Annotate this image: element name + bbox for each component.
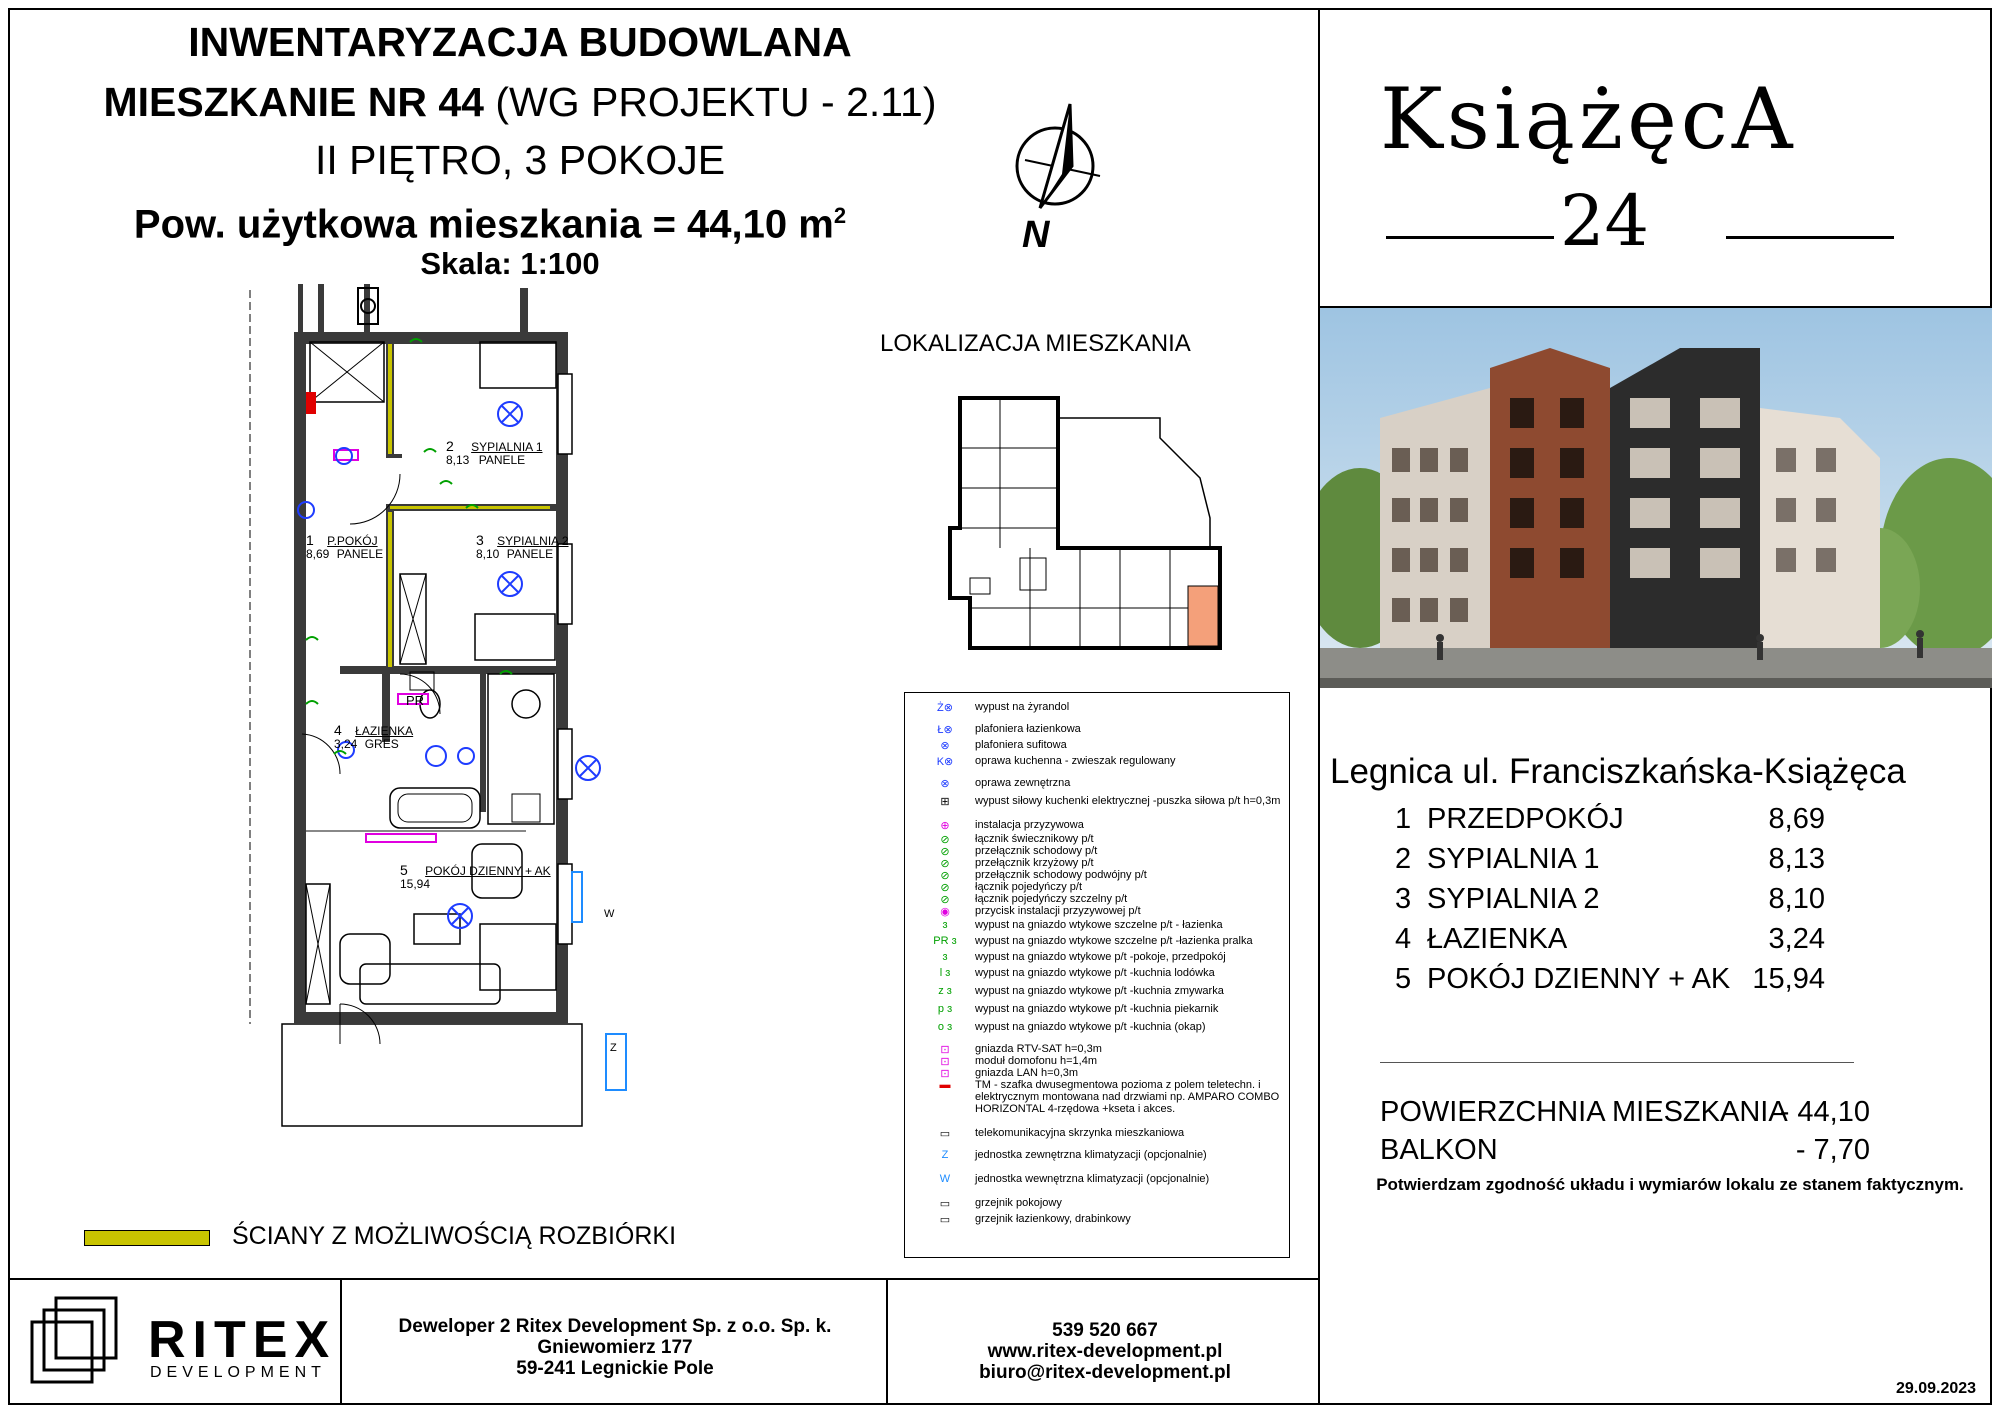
floor-plan (240, 284, 660, 1144)
room-number: 3 (1395, 883, 1412, 915)
r4-name: ŁAZIENKA (355, 724, 414, 738)
divider-footer-1 (340, 1278, 342, 1405)
developer-line1: Deweloper 2 Ritex Development Sp. z o.o. Sp. k. (398, 1316, 832, 1337)
tm-cabinet (306, 392, 316, 414)
r4-floor: GRES (364, 737, 399, 751)
balcony (282, 1024, 582, 1126)
contact-phone: 539 520 667 (1052, 1320, 1158, 1341)
r5-name: POKÓJ DZIENNY + AK (425, 864, 551, 878)
legend-text: łącznik pojedyńczy p/t (975, 881, 1082, 893)
legend-symbol: Z (941, 1149, 949, 1161)
symbol-legend (904, 692, 1290, 1258)
room-name: SYPIALNIA 2 (1427, 883, 1600, 915)
room-area: 3,24 (1768, 923, 1825, 955)
r1-name: P.POKÓJ (327, 534, 378, 548)
legend-text: przycisk instalacji przyzywowej p/t (975, 905, 1141, 917)
room-name: PRZEDPOKÓJ (1427, 803, 1624, 835)
legend-text: wypust na gniazdo wtykowe p/t -kuchnia (okap) (975, 1021, 1206, 1033)
legend-symbol: ⊕ (940, 820, 950, 832)
legend-symbol: ▭ (939, 1128, 951, 1140)
room-name: POKÓJ DZIENNY + AK (1427, 963, 1731, 995)
legend-text: plafoniera sufitowa (975, 739, 1067, 751)
plan-label-r3 (476, 534, 569, 561)
r1-area: 8,69 (306, 547, 330, 561)
r3-no: 3 (476, 532, 484, 548)
r1-no: 1 (306, 532, 314, 548)
legend-text: grzejnik łazienkowy, drabinkowy (975, 1213, 1131, 1225)
legend-symbol: ▬ (939, 1079, 951, 1091)
legend-symbol: o ɜ (937, 1021, 953, 1033)
room-row (1395, 843, 1825, 883)
divider-footer (8, 1278, 1320, 1280)
summary-value: - 44,10 (1779, 1096, 1870, 1128)
legend-text: przełącznik krzyżowy p/t (975, 857, 1094, 869)
room-number: 1 (1395, 803, 1412, 835)
legend-symbol: ⊡ (940, 1068, 950, 1080)
room-row (1395, 883, 1825, 923)
brand-number: 24 (1560, 180, 1650, 262)
r5-area: 15,94 (400, 877, 431, 891)
legend-symbol: ◉ (940, 906, 950, 918)
legend-text: wypust na żyrandol (975, 701, 1070, 713)
summary-label: POWIERZCHNIA MIESZKANIA (1380, 1096, 1788, 1128)
legend-symbol: ɜ (942, 951, 948, 963)
ritex-logo-icon (26, 1292, 130, 1392)
r3-name: SYPIALNIA 2 (497, 534, 569, 548)
legend-symbol: ɜ (942, 919, 948, 931)
legend-text: oprawa zewnętrzna (975, 777, 1071, 789)
summary-value: - 7,70 (1795, 1134, 1870, 1166)
room-name: ŁAZIENKA (1427, 923, 1568, 955)
legend-text: wypust na gniazdo wtykowe p/t -kuchnia lodówka (975, 967, 1215, 979)
plan-label-r4 (334, 724, 413, 751)
plan-label-r1 (306, 534, 383, 561)
room-row (1395, 923, 1825, 963)
location-title: LOKALIZACJA MIESZKANIA (880, 330, 1191, 357)
legend-symbol: ⊗ (940, 740, 950, 752)
north-arrow-icon (1000, 96, 1110, 256)
room-area: 8,10 (1768, 883, 1825, 915)
r2-no: 2 (446, 438, 454, 454)
legend-symbol: ⊘ (940, 894, 950, 906)
usable-area-text: Pow. użytkowa mieszkania = 44,10 m (133, 202, 834, 247)
document-date: 29.09.2023 (1896, 1380, 1977, 1397)
legend-text: wypust siłowy kuchenki elektrycznej -puszka siłowa p/t h=0,3m (975, 795, 1281, 807)
plan-label-r2 (446, 440, 543, 467)
apartment-highlight (1188, 586, 1218, 646)
contact-web[interactable]: www.ritex-development.pl (987, 1341, 1223, 1362)
logo-sub: DEVELOPMENT (150, 1364, 326, 1381)
legend-symbol: p ɜ (937, 1003, 953, 1015)
summary-row (1380, 1134, 1870, 1172)
room-row (1395, 803, 1825, 843)
brand-line-right (1726, 236, 1894, 239)
legend-text: grzejnik pokojowy (975, 1197, 1062, 1209)
contact-email[interactable]: biuro@ritex-development.pl (979, 1362, 1231, 1383)
legend-symbol: K⊗ (936, 756, 954, 768)
legend-symbol: Ż⊗ (937, 702, 953, 714)
legend-text: przełącznik schodowy podwójny p/t (975, 869, 1147, 881)
walls-legend-text: ŚCIANY Z MOŻLIWOŚCIĄ ROZBIÓRKI (232, 1222, 677, 1250)
location-map (940, 378, 1240, 658)
legend-symbol: l ɜ (939, 967, 951, 979)
summary-label: BALKON (1380, 1134, 1498, 1166)
legend-symbol: ⊘ (940, 846, 950, 858)
legend-text: jednostka zewnętrzna klimatyzacji (opcjonalnie) (975, 1149, 1207, 1161)
r1-floor: PANELE (336, 547, 384, 561)
legend-text: przełącznik schodowy p/t (975, 845, 1098, 857)
address: Legnica ul. Franciszkańska-Książęca (1330, 752, 1906, 791)
room-name: SYPIALNIA 1 (1427, 843, 1600, 875)
brand-name: KsiążęcA (1380, 70, 1797, 168)
legend-symbol: ⊗ (940, 778, 950, 790)
room-row (1395, 963, 1825, 1003)
summary-row (1380, 1096, 1870, 1134)
confirmation-text: Potwierdzam zgodność układu i wymiarów lokalu ze stanem faktycznym. (1376, 1175, 1964, 1194)
r4-area: 3,24 (334, 737, 358, 751)
divider-vertical-main (1318, 8, 1320, 1405)
legend-symbol: ⊘ (940, 834, 950, 846)
legend-text: moduł domofonu h=1,4m (975, 1055, 1097, 1067)
r2-name: SYPIALNIA 1 (471, 440, 543, 454)
legend-text: plafoniera łazienkowa (975, 723, 1081, 735)
legend-text: wypust na gniazdo wtykowe szczelne p/t -łazienka pralka (975, 935, 1253, 947)
legend-text: telekomunikacyjna skrzynka mieszkaniowa (975, 1127, 1185, 1139)
legend-text: gniazda LAN h=0,3m (975, 1067, 1079, 1079)
legend-symbol: ⊡ (940, 1056, 950, 1068)
floor-rooms: II PIĘTRO, 3 POKOJE (314, 137, 726, 183)
r2-area: 8,13 (446, 453, 470, 467)
room-area: 15,94 (1752, 963, 1825, 995)
plan-label-w: W (604, 908, 615, 920)
legend-symbol: Ł⊗ (937, 724, 953, 736)
legend-text: łącznik pojedyńczy szczelny p/t (975, 893, 1128, 905)
apartment-number-bold: MIESZKANIE NR 44 (103, 79, 484, 125)
developer-info (345, 1316, 885, 1379)
divider-footer-2 (886, 1278, 888, 1405)
r3-floor: PANELE (506, 547, 554, 561)
legend-text: łącznik świecznikowy p/t (975, 833, 1094, 845)
r2-floor: PANELE (478, 453, 526, 467)
legend-text: wypust na gniazdo wtykowe p/t -kuchnia piekarnik (975, 1003, 1219, 1015)
logo-name: RITEX (148, 1311, 337, 1369)
legend-symbol: ⊡ (940, 1044, 950, 1056)
room-number: 2 (1395, 843, 1412, 875)
ac-indoor (572, 872, 582, 922)
developer-line3: 59-241 Legnickie Pole (516, 1358, 714, 1379)
legend-symbol: ⊞ (940, 796, 950, 808)
r4-no: 4 (334, 722, 342, 738)
plan-label-r5 (400, 864, 551, 891)
room-number: 4 (1395, 923, 1412, 955)
legend-symbol: PR ɜ (933, 935, 957, 947)
usable-area-sup: 2 (833, 203, 847, 228)
legend-symbol: ▭ (939, 1214, 951, 1226)
plan-label-z: Z (610, 1042, 617, 1054)
legend-text: instalacja przyzywowa (975, 819, 1084, 831)
room-area: 8,69 (1768, 803, 1825, 835)
legend-text: gniazda RTV-SAT h=0,3m (975, 1043, 1102, 1055)
scale-label: Skala: 1:100 (420, 246, 600, 281)
legend-symbol: ⊘ (940, 858, 950, 870)
r5-no: 5 (400, 862, 408, 878)
legend-symbol: ⊘ (940, 870, 950, 882)
north-label: N (1022, 214, 1050, 256)
legend-symbol: ⊘ (940, 882, 950, 894)
room-number: 5 (1395, 963, 1412, 995)
legend-text: jednostka wewnętrzna klimatyzacji (opcjonalnie) (975, 1173, 1210, 1185)
summary-table (1380, 1096, 1870, 1172)
legend-symbol: ▭ (939, 1198, 951, 1210)
legend-text: TM - szafka dwusegmentowa pozioma z polem teletechn. i elektrycznym montowana nad drzwiami np. AMPARO COMBO HORIZONTAL 4-rzędowa +kseta i akces. (975, 1079, 1280, 1115)
usable-area (40, 192, 940, 248)
room-area: 8,13 (1768, 843, 1825, 875)
doc-title: INWENTARYZACJA BUDOWLANA (188, 19, 852, 65)
rooms-table (1395, 803, 1825, 1003)
legend-text: wypust na gniazdo wtykowe szczelne p/t - łazienka (975, 919, 1223, 931)
legend-text: wypust na gniazdo wtykowe p/t -pokoje, przedpokój (975, 951, 1226, 963)
r3-area: 8,10 (476, 547, 500, 561)
legend-text: oprawa kuchenna - zwieszak regulowany (975, 755, 1176, 767)
legend-symbol: z ɜ (938, 985, 952, 997)
plan-label-pr: PR (406, 693, 425, 708)
building-render (1320, 308, 1992, 688)
developer-line2: Gniewomierz 177 (537, 1337, 693, 1358)
apartment-number-rest: (WG PROJEKTU - 2.11) (495, 79, 937, 125)
contact-info (890, 1320, 1320, 1383)
yellow-wall-swatch (84, 1230, 210, 1246)
legend-symbol: W (939, 1173, 951, 1185)
apartment-number (40, 78, 1000, 126)
brand-line-left (1386, 236, 1554, 239)
legend-text: wypust na gniazdo wtykowe p/t -kuchnia zmywarka (975, 985, 1224, 997)
summary-divider (1380, 1062, 1854, 1063)
